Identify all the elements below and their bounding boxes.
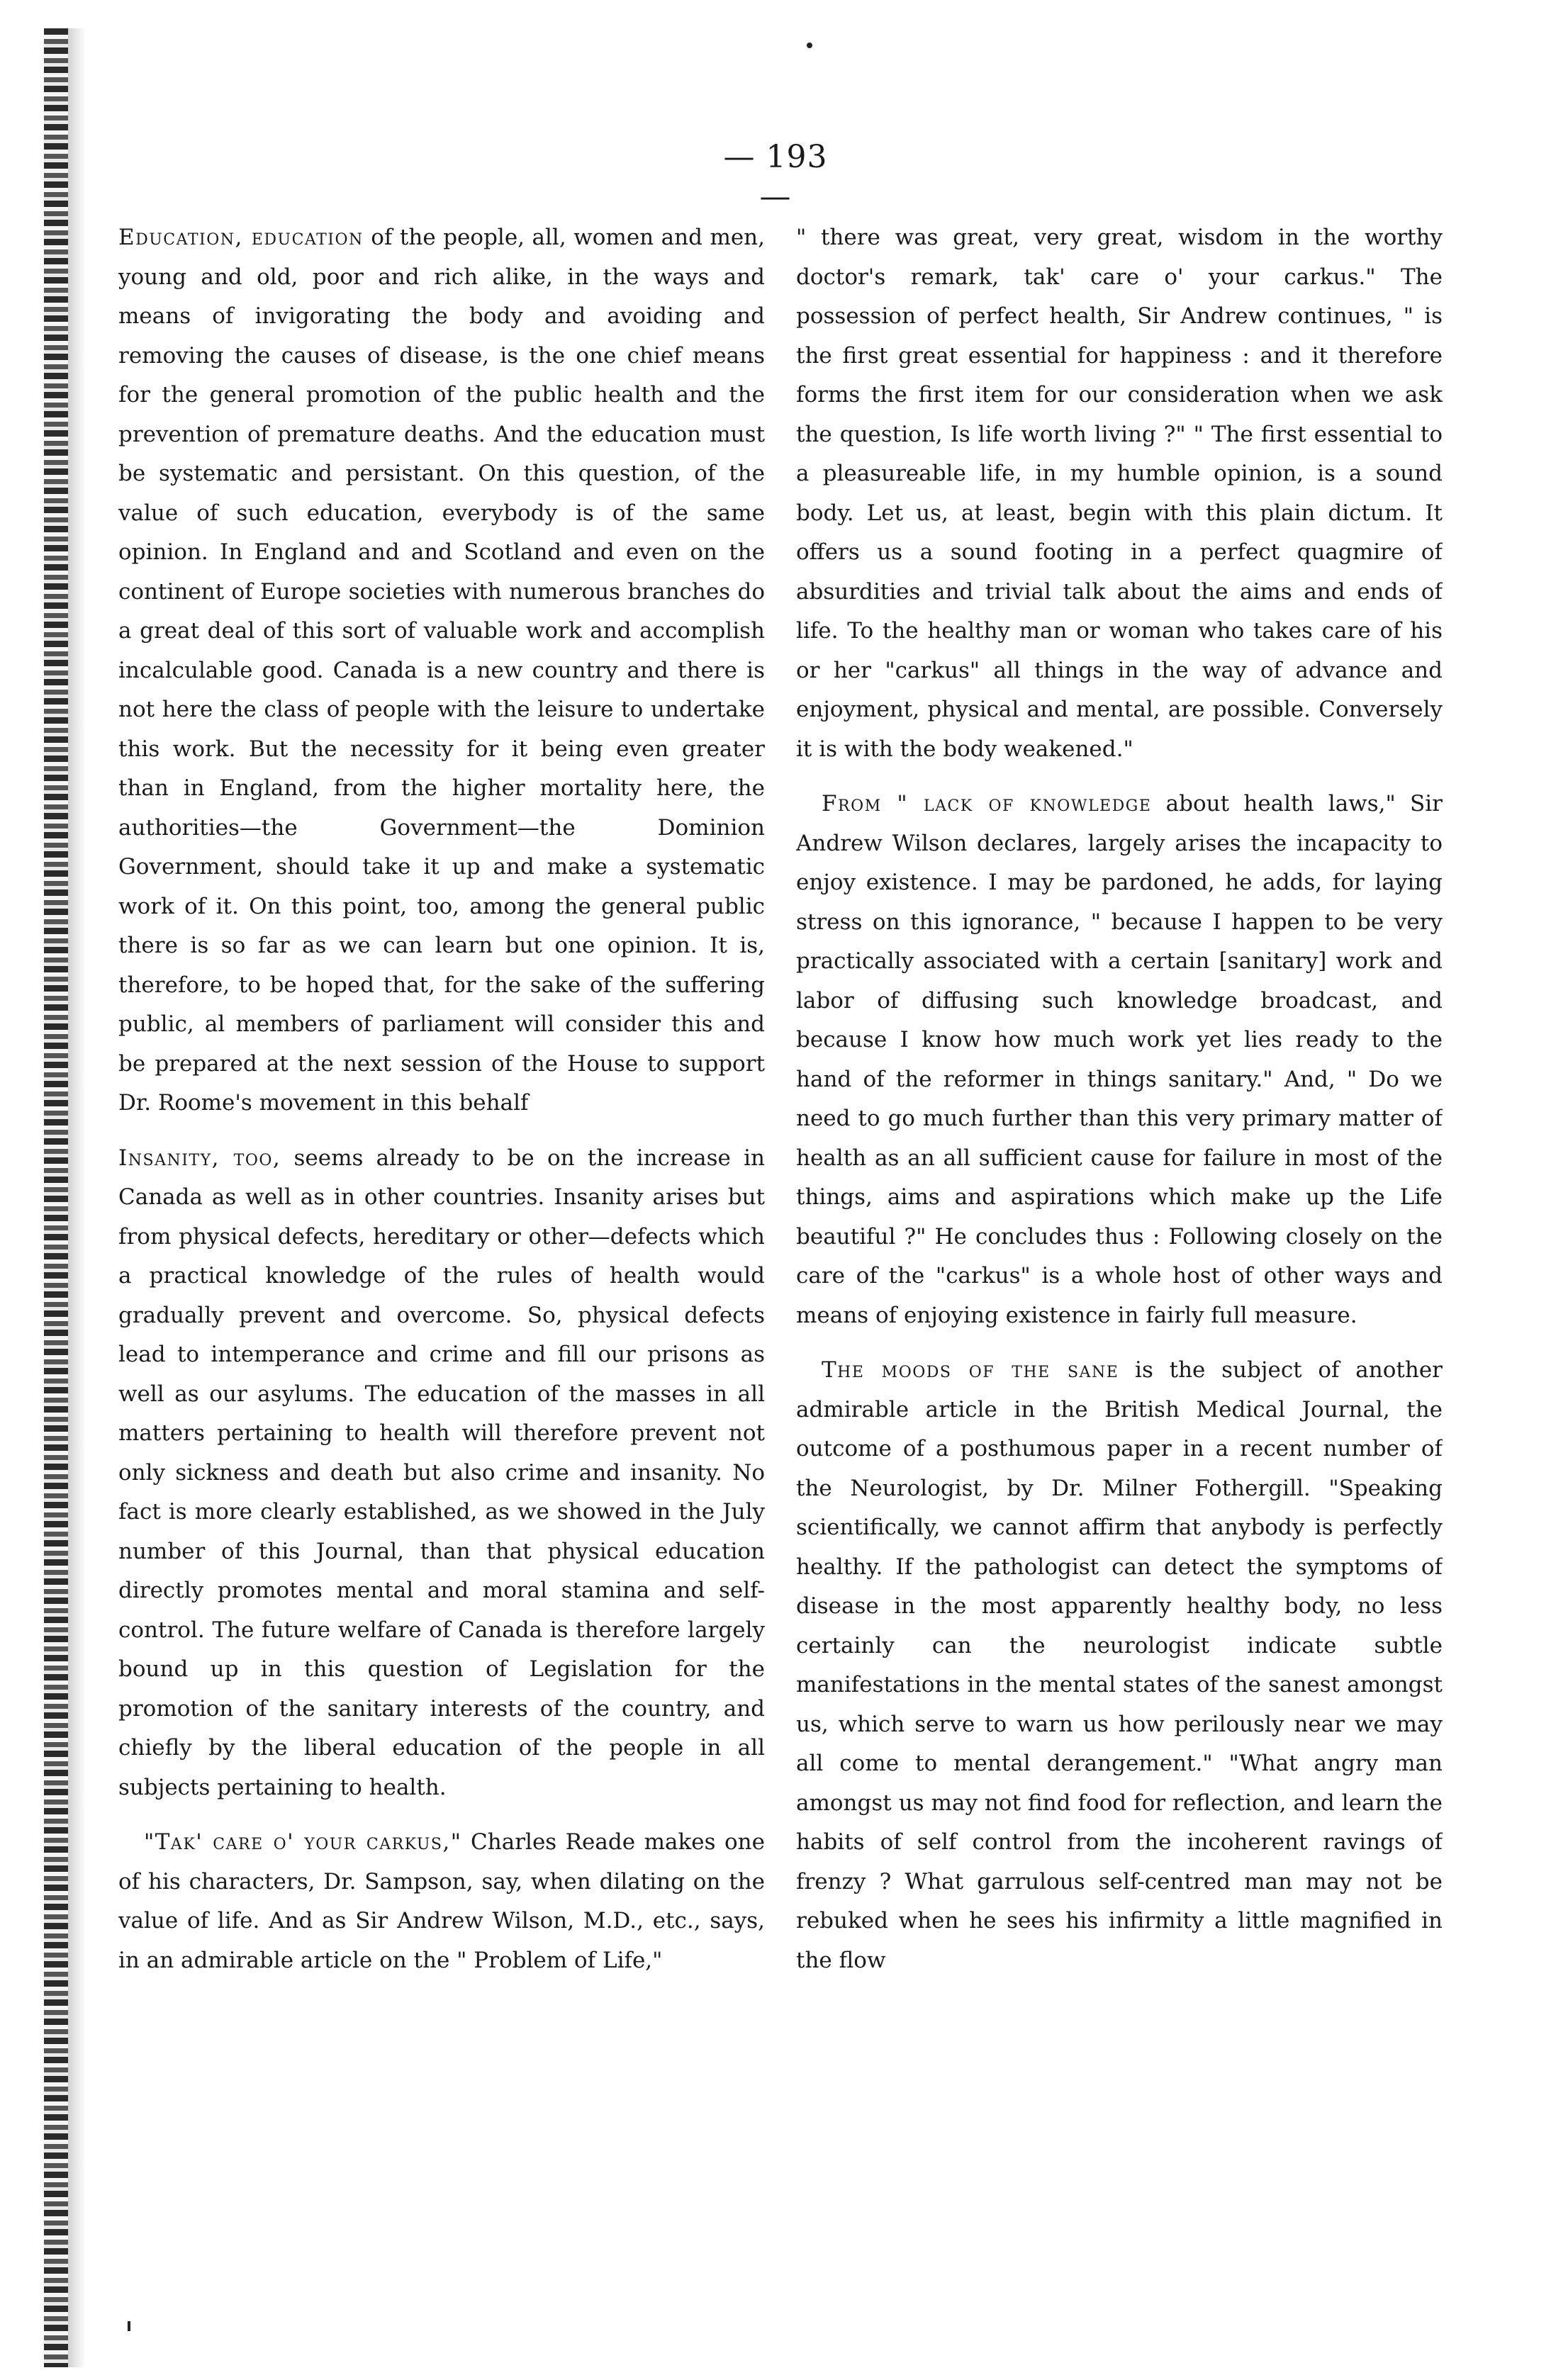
paragraph-lead: The moods of the sane bbox=[822, 1357, 1119, 1383]
paragraph-carkus bbox=[118, 1823, 765, 1980]
paragraph-insanity bbox=[118, 1139, 765, 1808]
book-binding-edge bbox=[44, 28, 68, 2367]
paragraph-lead: "Tak' care o' your carkus," bbox=[144, 1829, 462, 1855]
page-number: — 193 — bbox=[723, 139, 828, 215]
paragraph-text: seems already to be on the increase in Canada as well as in other countries. Insanity arises but from physical defects, hereditary or other—defects which a practical knowledge of the rules of health would gradually prevent and overcome. So, physical defects lead to intemperance and crime and fill our prisons as well as our asylums. The education of the masses in all matters pertaining to health will therefore prevent not only sickness and death but also crime and insanity. No fact is more clearly established, as we showed in the July number of this Journal, than that physical education directly promotes mental and moral stamina and self-control. The future welfare of Canada is therefore largely bound up in this question of Legislation for the promotion of the sanitary interests of the country, and chiefly by the liberal education of the people in all subjects pertaining to health. bbox=[118, 1145, 765, 1800]
left-column bbox=[118, 218, 765, 2302]
paragraph-text: is the subject of another admirable article in the British Medical Journal, the outcome of a posthumous paper in a recent number of the Neurologist, by Dr. Milner Fothergill. "Speaking scientifically, we cannot affirm that anybody is perfectly healthy. If the pathologist can detect the symptoms of disease in the most apparently healthy body, no less certainly can the neurologist indicate subtle manifestations in the mental states of the sanest amongst us, which serve to warn us how perilously near we may all come to mental derangement." "What angry man amongst us may not find food for reflection, and learn the habits of self control from the incoherent ravings of frenzy ? What garrulous self-centred man may not be rebuked when he sees his infirmity a little magnified in the flow bbox=[796, 1357, 1443, 1973]
paragraph-moods-of-sane bbox=[796, 1351, 1443, 1980]
paragraph-lead: Insanity, too, bbox=[118, 1145, 281, 1171]
paragraph-text: " there was great, very great, wisdom in the worthy doctor's remark, tak' care o' your carkus." The possession of perfect health, Sir Andrew continues, " is the first great essential for happiness : and it therefore forms the first item for our consideration when we ask the question, Is life worth living ?" " The first essential to a pleasureable life, in my humble opinion, is a sound body. Let us, at least, begin with this plain dictum. It offers us a sound footing in a perfect quagmire of absurdities and trivial talk about the aims and ends of life. To the healthy man or woman who takes care of his or her "carkus" all things in the way of advance and enjoyment, physical and mental, are possible. Conversely it is with the body weakened." bbox=[796, 225, 1443, 762]
paragraph-text: about health laws," Sir Andrew Wilson declares, largely arises the incapacity to enjoy existence. I may be pardoned, he adds, for laying stress on this ignorance, " because I happen to be very practically associated with a certain [sanitary] work and labor of diffusing such knowledge broadcast, and because I know how much work yet lies ready to the hand of the reformer in things sanitary." And, " Do we need to go much further than this very primary matter of health as an all sufficient cause for failure in most of the things, aims and aspirations which make up the Life beautiful ?" He concludes thus : Following closely on the care of the "carkus" is a whole host of other ways and means of enjoying existence in fairly full measure. bbox=[796, 791, 1443, 1328]
binding-shadow bbox=[68, 28, 85, 2367]
paragraph-education bbox=[118, 218, 765, 1123]
paragraph-text: Charles Reade makes one of his characters, Dr. Sampson, say, when dilating on the value of life. And as Sir Andrew Wilson, M.D., etc., says, in an admirable article on the " Problem of Life," bbox=[118, 1829, 765, 1973]
paragraph-text: of the people, all, women and men, young and old, poor and rich alike, in the ways and means of invigorating the body and avoiding and removing the causes of disease, is the one chief means for the general promotion of the public health and the prevention of premature deaths. And the education must be systematic and persistant. On this question, of the value of such education, everybody is of the same opinion. In England and and Scotland and even on the continent of Europe societies with numerous branches do a great deal of this sort of valuable work and accomplish incalculable good. Canada is a new country and there is not here the class of people with the leisure to undertake this work. But the necessity for it being even greater than in England, from the higher mortality here, the authorities—the Government—the Dominion Government, should take it up and make a systematic work of it. On this point, too, among the general public there is so far as we can learn but one opinion. It is, therefore, to be hoped that, for the sake of the suffering public, al members of parliament will consider this and be prepared at the next session of the House to support Dr. Roome's movement in this behalf bbox=[118, 225, 765, 1116]
paragraph-lack-of-knowledge bbox=[796, 785, 1443, 1335]
stray-ink-dot bbox=[807, 43, 812, 48]
paragraph-lead: Education, education bbox=[118, 225, 364, 250]
stray-ink-tick bbox=[128, 2321, 130, 2331]
paragraph-continuation bbox=[796, 218, 1443, 769]
paragraph-lead: From " lack of knowledge bbox=[822, 791, 1152, 816]
right-column bbox=[796, 218, 1443, 2302]
